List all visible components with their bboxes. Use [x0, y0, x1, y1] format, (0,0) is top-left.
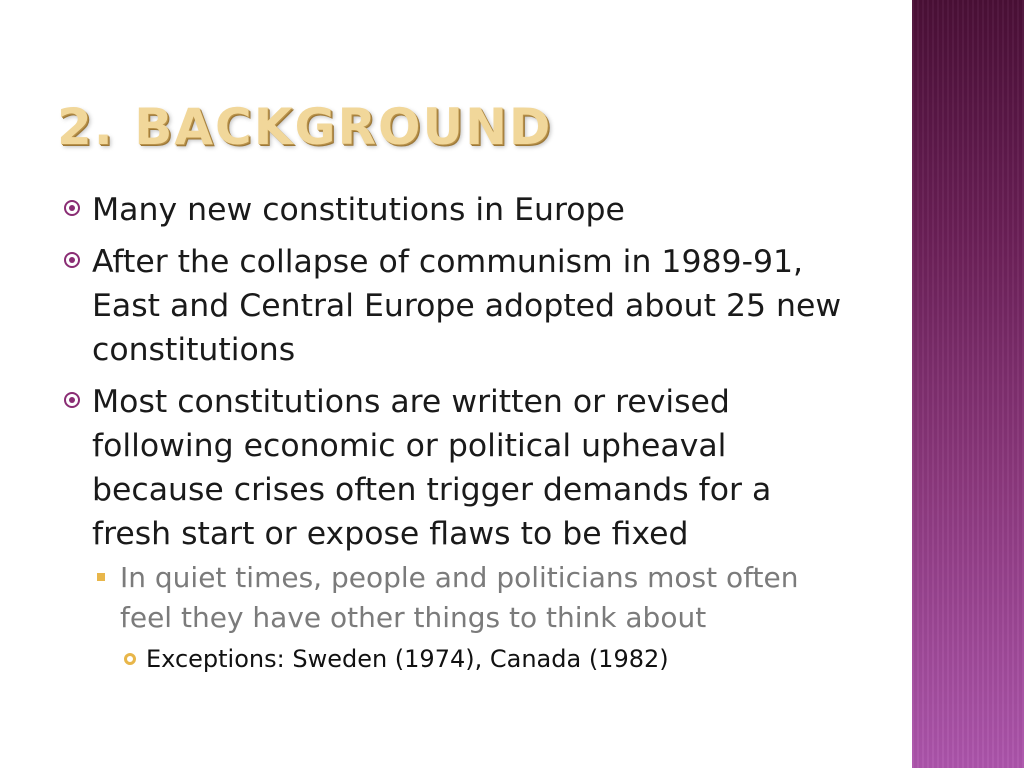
bullet-text: Many new constitutions in Europe — [92, 192, 625, 228]
bullet-text: After the collapse of communism in 1989-91, East and Central Europe adopted about 25 new constitutions — [92, 244, 842, 368]
circled-dot-bullet-icon — [64, 200, 80, 216]
decorative-side-band — [912, 0, 1024, 768]
square-bullet-icon — [97, 573, 105, 581]
sub-bullet-item — [62, 558, 852, 638]
circled-dot-bullet-icon — [64, 392, 80, 408]
sub-sub-bullet-text: Exceptions: Sweden (1974), Canada (1982) — [146, 645, 669, 673]
circled-dot-bullet-icon — [64, 252, 80, 268]
bullet-text: Most constitutions are written or revised following economic or political upheaval because crises often trigger demands for a fresh start or expose flaws to be fixed — [92, 384, 772, 552]
ring-bullet-icon — [124, 653, 136, 665]
slide-title: 2. BACKGROUND — [57, 98, 553, 156]
bullet-item — [62, 380, 852, 556]
bullet-item — [62, 188, 852, 232]
slide-body — [62, 188, 852, 676]
sub-bullet-text: In quiet times, people and politicians most often feel they have other things to think about — [120, 561, 799, 634]
bullet-item — [62, 240, 852, 372]
sub-sub-bullet-item — [62, 642, 852, 676]
